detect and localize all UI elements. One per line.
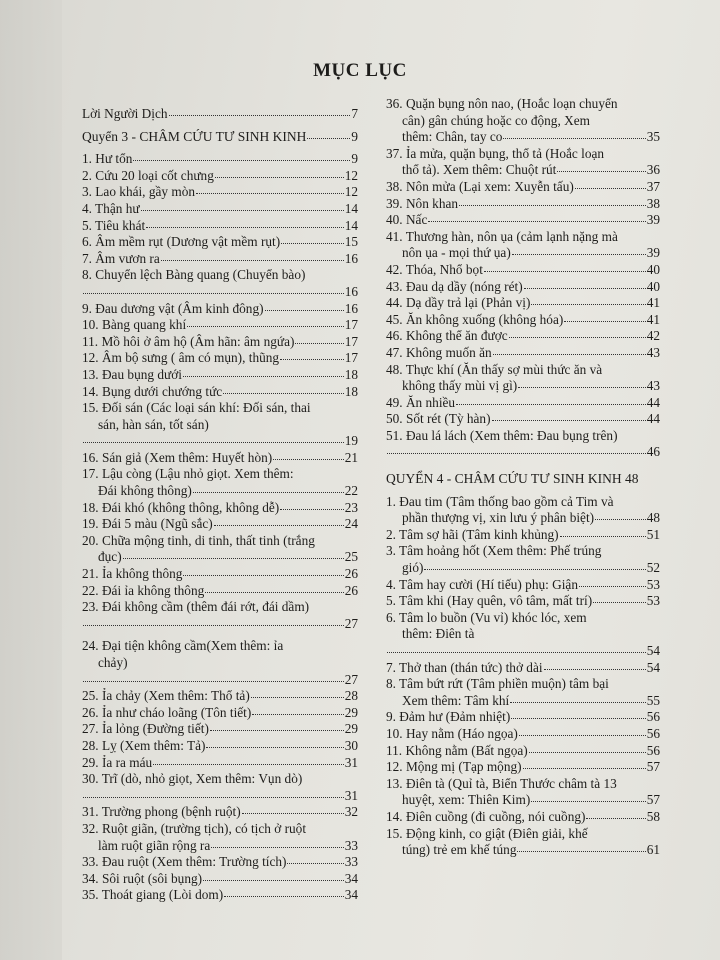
dot-leader xyxy=(387,453,646,454)
dot-leader xyxy=(252,714,343,715)
toc-entry xyxy=(82,583,358,600)
toc-entry-page: 54 xyxy=(646,659,660,675)
toc-entry-label: 44. Dạ dầy trả lại (Phản vị) xyxy=(386,295,531,311)
toc-entry-label: 50. Sốt rét (Tỳ hàn) xyxy=(386,411,491,427)
dot-leader xyxy=(579,586,646,587)
toc-entry xyxy=(386,510,660,527)
toc-entry xyxy=(82,516,358,533)
dot-leader xyxy=(424,569,645,570)
dot-leader xyxy=(183,376,344,377)
toc-entry xyxy=(82,184,358,201)
dot-leader xyxy=(459,205,646,206)
dot-leader xyxy=(224,896,344,897)
toc-entry-label: 31. Trường phong (bệnh ruột) xyxy=(82,804,241,820)
toc-entry xyxy=(386,792,660,809)
toc-entry xyxy=(386,262,660,279)
toc-entry-page: 52 xyxy=(646,560,660,576)
toc-entry xyxy=(82,721,358,738)
dot-leader xyxy=(83,681,344,682)
toc-entry-label: 5. Tiêu khát xyxy=(82,217,146,233)
toc-entry-label: 3. Lao khái, gầy mòn xyxy=(82,184,195,200)
toc-entry-label: 12. Mộng mị (Tạp mộng) xyxy=(386,759,522,775)
toc-entry-label: thêm: Chân, tay co xyxy=(402,129,503,145)
toc-entry xyxy=(386,295,660,312)
toc-entry-page: 19 xyxy=(344,433,358,449)
toc-entry xyxy=(386,395,660,412)
dot-leader xyxy=(524,288,646,289)
toc-entry-page: 32 xyxy=(344,804,358,820)
toc-entry-page: 31 xyxy=(344,754,358,770)
toc-entry-label: 9. Đảm hư (Đảm nhiệt) xyxy=(386,709,511,725)
toc-entry xyxy=(386,129,660,146)
toc-entry-page: 56 xyxy=(646,742,660,758)
toc-entry-page: 41 xyxy=(646,311,660,327)
toc-entry-page: 34 xyxy=(344,870,358,886)
dot-leader xyxy=(586,818,645,819)
toc-entry-label: 11. Mồ hôi ở âm hộ (Âm hãn: âm ngứa) xyxy=(82,333,295,349)
toc-entry-label: 7. Âm vươn ra xyxy=(82,250,160,266)
toc-entry xyxy=(82,433,358,450)
toc-entry-page: 24 xyxy=(344,516,358,532)
toc-entry xyxy=(82,234,358,251)
toc-entry-page: 16 xyxy=(344,250,358,266)
toc-entry-page: 9 xyxy=(351,128,358,144)
toc-entry-page: 53 xyxy=(646,576,660,592)
toc-entry-label: phần thượng vị, xin lưu ý phân biệt) xyxy=(402,510,595,526)
toc-entry-label: Xem thêm: Tâm khí xyxy=(402,692,510,708)
toc-entry-page: 44 xyxy=(646,411,660,427)
toc-entry xyxy=(82,384,358,401)
dot-leader xyxy=(517,851,645,852)
toc-entry-label: 45. Ăn không xuống (không hóa) xyxy=(386,311,564,327)
toc-entry-label: 11. Không nằm (Bất ngọa) xyxy=(386,742,528,758)
toc-entry-label: 19. Đái 5 màu (Ngũ sắc) xyxy=(82,516,213,532)
toc-entry xyxy=(82,334,358,351)
dot-leader xyxy=(83,442,344,443)
dot-leader xyxy=(214,525,344,526)
dot-leader xyxy=(493,354,646,355)
toc-entry-page: 30 xyxy=(344,737,358,753)
toc-entry-text: chảy) xyxy=(98,655,128,670)
dot-leader xyxy=(518,387,645,388)
toc-entry xyxy=(386,345,660,362)
toc-entry-page: 16 xyxy=(344,300,358,316)
toc-entry xyxy=(386,444,660,461)
toc-entry xyxy=(386,693,660,710)
toc-entry-page: 42 xyxy=(646,328,660,344)
toc-entry xyxy=(82,705,358,722)
toc-entry-page: 40 xyxy=(646,261,660,277)
toc-entry-page: 39 xyxy=(646,245,660,261)
toc-entry xyxy=(386,759,660,776)
toc-entry xyxy=(386,743,660,760)
dot-leader xyxy=(519,735,646,736)
toc-entry-page: 58 xyxy=(646,808,660,824)
toc-entry-label: huyệt, xem: Thiên Kim) xyxy=(402,792,531,808)
toc-entry xyxy=(82,483,358,500)
toc-entry-label: 42. Thóa, Nhổ bọt xyxy=(386,261,483,277)
toc-entry-page: 22 xyxy=(344,483,358,499)
toc-entry-page: 39 xyxy=(646,212,660,228)
toc-entry-label: 2. Tâm sợ hãi (Tâm kinh khủng) xyxy=(386,526,559,542)
toc-entry-text: 51. Đau lá lách (Xem thêm: Đau bụng trên) xyxy=(386,427,618,443)
toc-entry-label: 4. Thận hư xyxy=(82,200,140,216)
toc-entry-page: 27 xyxy=(344,615,358,631)
dot-leader xyxy=(265,310,344,311)
toc-entry-text: 13. Điên tà (Quỉ tà, Biển Thước châm tà 13 xyxy=(386,775,617,791)
dot-leader xyxy=(183,575,343,576)
dot-leader xyxy=(193,492,344,493)
toc-entry-text: 20. Chữa mộng tinh, di tinh, thất tinh (trắng xyxy=(82,532,315,548)
toc-entry xyxy=(82,549,358,566)
toc-entry xyxy=(82,367,358,384)
toc-entry-page: 43 xyxy=(646,378,660,394)
page-shadow xyxy=(0,0,62,960)
spacer xyxy=(386,461,660,471)
toc-entry-label: 35. Thoát giang (Lòi dom) xyxy=(82,887,224,903)
dot-leader xyxy=(210,730,344,731)
toc-entry xyxy=(386,378,660,395)
toc-entry-page: 17 xyxy=(344,317,358,333)
dot-leader xyxy=(564,321,645,322)
dot-leader xyxy=(83,293,344,294)
toc-entry-page: 43 xyxy=(646,344,660,360)
dot-leader xyxy=(531,304,645,305)
toc-entry-label: 43. Đau dạ dầy (nóng rét) xyxy=(386,278,523,294)
section-heading xyxy=(82,129,358,146)
toc-entry-text: 37. Ỉa mửa, quặn bụng, thổ tả (Hoắc loạn xyxy=(386,145,605,161)
toc-entry-page: 37 xyxy=(646,178,660,194)
dot-leader xyxy=(560,536,646,537)
toc-entry xyxy=(82,854,358,871)
toc-entry-label: Lời Người Dịch xyxy=(82,106,168,121)
dot-leader xyxy=(146,227,344,228)
toc-entry-label: 16. Sán giả (Xem thêm: Huyết hòn) xyxy=(82,449,273,465)
toc-entry-page: 33 xyxy=(344,854,358,870)
toc-entry-page: 12 xyxy=(344,184,358,200)
toc-entry-text: 30. Trĩ (dò, nhỏ giọt, Xem thêm: Vụn dò) xyxy=(82,771,303,787)
dot-leader xyxy=(484,271,646,272)
toc-entry-page: 28 xyxy=(344,688,358,704)
dot-leader xyxy=(123,558,344,559)
toc-entry-page: 7 xyxy=(351,106,358,121)
dot-leader xyxy=(83,625,344,626)
toc-entry xyxy=(82,201,358,218)
dot-leader xyxy=(544,669,646,670)
toc-entry xyxy=(82,688,358,705)
toc-entry xyxy=(82,616,358,633)
dot-leader xyxy=(161,260,344,261)
toc-entry xyxy=(386,212,660,229)
dot-leader xyxy=(206,747,343,748)
toc-entry-label: không thấy mùi vị gì) xyxy=(402,378,518,394)
toc-entry-label: 12. Âm bộ sưng ( âm có mụn), thũng xyxy=(82,350,280,366)
toc-entry-label: 22. Đái ỉa không thông xyxy=(82,582,205,598)
section-heading: QUYỂN 4 - CHÂM CỨU TƯ SINH KINH 48 xyxy=(386,471,639,487)
toc-entry-page: 54 xyxy=(646,643,660,658)
toc-entry-page: 57 xyxy=(646,759,660,775)
toc-entry-text: 8. Tâm bứt rứt (Tâm phiền muộn) tâm bại xyxy=(386,676,609,692)
toc-entry-label: 38. Nôn mửa (Lại xem: Xuyễn tấu) xyxy=(386,178,574,194)
toc-entry-text: 6. Tâm lo buồn (Vu vỉ) khóc lóc, xem xyxy=(386,609,587,625)
toc-entry-label: 47. Không muốn ăn xyxy=(386,344,492,360)
toc-entry xyxy=(82,838,358,855)
dot-leader xyxy=(511,718,645,719)
dot-leader xyxy=(307,138,350,139)
toc-entry-label: 4. Tâm hay cười (Hí tiếu) phụ: Giận xyxy=(386,576,578,592)
toc-entry xyxy=(82,284,358,301)
dot-leader xyxy=(529,752,646,753)
toc-entry-page: 57 xyxy=(646,792,660,808)
toc-entry xyxy=(386,179,660,196)
dot-leader xyxy=(387,652,646,653)
dot-leader xyxy=(280,359,344,360)
toc-entry-text: 23. Đái không cầm (thêm đái rớt, đái dầm) xyxy=(82,599,310,615)
toc-entry-page: 33 xyxy=(344,837,358,853)
toc-entry xyxy=(386,411,660,428)
dot-leader xyxy=(223,393,344,394)
toc-entry-label: 28. Lỵ (Xem thêm: Tả) xyxy=(82,737,206,753)
toc-entry-label: gió) xyxy=(402,560,424,576)
toc-entry-page: 26 xyxy=(344,582,358,598)
toc-entry xyxy=(82,500,358,517)
toc-entry-page: 53 xyxy=(646,593,660,609)
dot-leader xyxy=(203,880,344,881)
toc-entry-label: 39. Nôn khan xyxy=(386,195,459,211)
toc-entry-page: 31 xyxy=(344,787,358,803)
dot-leader xyxy=(456,404,646,405)
toc-entry xyxy=(82,450,358,467)
dot-leader xyxy=(251,697,344,698)
toc-entry-label: 1. Hư tổn xyxy=(82,151,133,167)
toc-entry-page: 14 xyxy=(344,200,358,216)
dot-leader xyxy=(593,602,646,603)
toc-entry xyxy=(386,643,660,660)
toc-entry xyxy=(82,251,358,268)
toc-entry xyxy=(82,871,358,888)
toc-entry xyxy=(386,245,660,262)
toc-entry-page: 15 xyxy=(344,234,358,250)
toc-column-right xyxy=(386,96,660,859)
dot-leader xyxy=(169,115,351,116)
toc-entry-label: làm ruột giãn rộng ra xyxy=(98,837,211,853)
toc-entry-page: 9 xyxy=(351,151,358,167)
dot-leader xyxy=(523,768,646,769)
page-title: MỤC LỤC xyxy=(313,60,407,81)
toc-entry-text: sán, hàn sán, tốt sán) xyxy=(98,416,209,432)
toc-entry-page: 27 xyxy=(344,671,358,687)
dot-leader xyxy=(215,177,344,178)
dot-leader xyxy=(196,193,344,194)
toc-entry-page: 18 xyxy=(344,366,358,382)
toc-entry-label: 27. Ỉa lỏng (Đường tiết) xyxy=(82,721,209,737)
toc-entry-label: 40. Nấc xyxy=(386,212,428,228)
spacer xyxy=(82,96,358,106)
dot-leader xyxy=(575,188,646,189)
toc-entry-page: 35 xyxy=(646,129,660,145)
toc-entry-text: 41. Thương hàn, nôn ụa (cảm lạnh nặng mà xyxy=(386,228,618,244)
toc-entry xyxy=(82,672,358,689)
toc-entry-page: 12 xyxy=(344,167,358,183)
toc-entry-text: 1. Đau tim (Tâm thống bao gồm cả Tim và xyxy=(386,493,614,509)
toc-entry-text: thêm: Điên tà xyxy=(402,626,475,642)
toc-entry-label: 7. Thở than (thán tức) thở dài xyxy=(386,659,543,675)
toc-entry xyxy=(386,593,660,610)
toc-entry-page: 44 xyxy=(646,394,660,410)
toc-entry xyxy=(82,755,358,772)
toc-entry-label: 26. Ỉa như cháo loãng (Tôn tiết) xyxy=(82,704,252,720)
toc-entry-page: 25 xyxy=(344,549,358,565)
toc-entry xyxy=(82,738,358,755)
toc-entry-text: cân) gân chúng hoặc co động, Xem xyxy=(402,112,590,128)
toc-entry-text: 24. Đại tiện không cầm(Xem thêm: ỉa xyxy=(82,638,284,654)
toc-entry xyxy=(82,151,358,168)
toc-entry-text: 36. Quặn bụng nôn nao, (Hoắc loạn chuyển xyxy=(386,96,618,111)
dot-leader xyxy=(83,797,344,798)
toc-entry-page: 61 xyxy=(646,842,660,858)
toc-entry xyxy=(386,577,660,594)
toc-entry-page: 16 xyxy=(344,283,358,299)
toc-entry-label: 25. Ỉa chảy (Xem thêm: Thổ tả) xyxy=(82,688,250,704)
toc-entry-page: 48 xyxy=(646,510,660,526)
toc-entry-page: 23 xyxy=(344,499,358,515)
toc-entry-page: 51 xyxy=(646,526,660,542)
toc-entry-label: 14. Bụng dưới chướng tức xyxy=(82,383,223,399)
toc-entry xyxy=(386,560,660,577)
toc-entry-page: 29 xyxy=(344,721,358,737)
toc-entry-label: 6. Âm mềm rụt (Dương vật mềm rụt) xyxy=(82,234,281,250)
dot-leader xyxy=(205,592,343,593)
toc-entry-label: 14. Điên cuồng (đi cuồng, nói cuồng) xyxy=(386,808,586,824)
toc-entry-label: 18. Đái khó (không thông, không dễ) xyxy=(82,499,280,515)
dot-leader xyxy=(287,863,343,864)
toc-entry-page: 40 xyxy=(646,278,660,294)
dot-leader xyxy=(273,459,344,460)
toc-entry xyxy=(386,279,660,296)
toc-entry-page: 29 xyxy=(344,704,358,720)
toc-entry-label: 49. Ăn nhiều xyxy=(386,394,456,410)
toc-entry xyxy=(386,196,660,213)
toc-entry-page: 18 xyxy=(344,383,358,399)
toc-entry-page: 17 xyxy=(344,333,358,349)
dot-leader xyxy=(512,254,646,255)
toc-entry-label: đục) xyxy=(98,549,122,565)
toc-column-left xyxy=(82,96,358,904)
toc-entry-label: 10. Hay nằm (Háo ngọa) xyxy=(386,725,518,741)
toc-entry xyxy=(82,317,358,334)
dot-leader xyxy=(187,326,344,327)
toc-entry-page: 14 xyxy=(344,217,358,233)
toc-entry-page: 34 xyxy=(344,887,358,903)
toc-entry-page: 41 xyxy=(646,295,660,311)
toc-entry-page: 38 xyxy=(646,195,660,211)
toc-entry-page: 26 xyxy=(344,566,358,582)
toc-entry-label: thổ tả). Xem thêm: Chuột rút xyxy=(402,162,557,178)
toc-entry xyxy=(82,788,358,805)
toc-entry-label: nôn ụa - mọi thứ ụa) xyxy=(402,245,511,261)
toc-entry xyxy=(386,809,660,826)
dot-leader xyxy=(242,813,344,814)
dot-leader xyxy=(428,221,645,222)
toc-entry xyxy=(82,168,358,185)
dot-leader xyxy=(295,343,343,344)
toc-entry-text: 8. Chuyển lệch Bàng quang (Chuyển bào) xyxy=(82,267,306,283)
dot-leader xyxy=(510,702,645,703)
dot-leader xyxy=(492,420,646,421)
toc-entry-page: 36 xyxy=(646,162,660,178)
toc-entry-label: 13. Đau bụng dưới xyxy=(82,366,182,382)
dot-leader xyxy=(211,847,343,848)
toc-entry xyxy=(82,106,358,123)
toc-entry-label: 9. Đau dương vật (Âm kinh đông) xyxy=(82,300,264,316)
toc-entry-label: Đái không thông) xyxy=(98,483,192,499)
toc-entry-label: 34. Sôi ruột (sôi bụng) xyxy=(82,870,203,886)
toc-entry xyxy=(386,709,660,726)
toc-entry-text: 48. Thực khí (Ăn thấy sợ mùi thức ăn và xyxy=(386,361,603,377)
toc-entry xyxy=(82,301,358,318)
toc-entry-label: 46. Không thể ăn được xyxy=(386,328,508,344)
toc-entry xyxy=(386,162,660,179)
dot-leader xyxy=(141,210,344,211)
dot-leader xyxy=(557,171,645,172)
dot-leader xyxy=(503,138,645,139)
toc-entry-page: 17 xyxy=(344,350,358,366)
toc-entry-page: 56 xyxy=(646,709,660,725)
toc-entry-page: 56 xyxy=(646,725,660,741)
toc-entry-page: 55 xyxy=(646,692,660,708)
toc-entry xyxy=(386,726,660,743)
toc-entry-label: Quyển 3 - CHÂM CỨU TƯ SINH KINH xyxy=(82,128,307,144)
toc-entry-label: 5. Tâm khi (Hay quên, vô tâm, mất trí) xyxy=(386,593,593,609)
toc-entry-text: 3. Tâm hoảng hốt (Xem thêm: Phế trúng xyxy=(386,543,602,559)
toc-entry xyxy=(82,218,358,235)
toc-entry-text: 15. Đối sán (Các loại sán khí: Đối sán, thai xyxy=(82,400,311,416)
toc-entry-label: 29. Ỉa ra máu xyxy=(82,754,153,770)
toc-entry-label: túng) trẻ em khế túng xyxy=(402,842,517,858)
toc-entry xyxy=(82,566,358,583)
dot-leader xyxy=(153,764,344,765)
toc-entry xyxy=(82,350,358,367)
toc-entry xyxy=(386,660,660,677)
toc-entry xyxy=(82,887,358,904)
toc-entry xyxy=(82,804,358,821)
dot-leader xyxy=(595,519,646,520)
dot-leader xyxy=(133,160,350,161)
toc-entry-text: 15. Động kinh, co giật (Điên giải, khế xyxy=(386,825,588,841)
toc-entry-label: 33. Đau ruột (Xem thêm: Trường tích) xyxy=(82,854,287,870)
toc-entry xyxy=(386,527,660,544)
toc-entry-page: 21 xyxy=(344,449,358,465)
dot-leader xyxy=(281,243,344,244)
dot-leader xyxy=(280,509,343,510)
dot-leader xyxy=(509,337,646,338)
toc-entry-text: 32. Ruột giãn, (trường tịch), có tịch ở ruột xyxy=(82,820,307,836)
toc-entry xyxy=(386,312,660,329)
toc-entry xyxy=(386,842,660,859)
toc-entry-label: 10. Bàng quang khí xyxy=(82,317,187,333)
toc-entry-page: 46 xyxy=(646,444,660,460)
toc-entry-text: 17. Lậu còng (Lậu nhỏ giọt. Xem thêm: xyxy=(82,466,294,482)
toc-entry-label: 2. Cứu 20 loại cốt chưng xyxy=(82,167,214,183)
toc-entry-label: 21. Ỉa không thông xyxy=(82,566,183,582)
toc-entry xyxy=(386,328,660,345)
dot-leader xyxy=(531,801,645,802)
